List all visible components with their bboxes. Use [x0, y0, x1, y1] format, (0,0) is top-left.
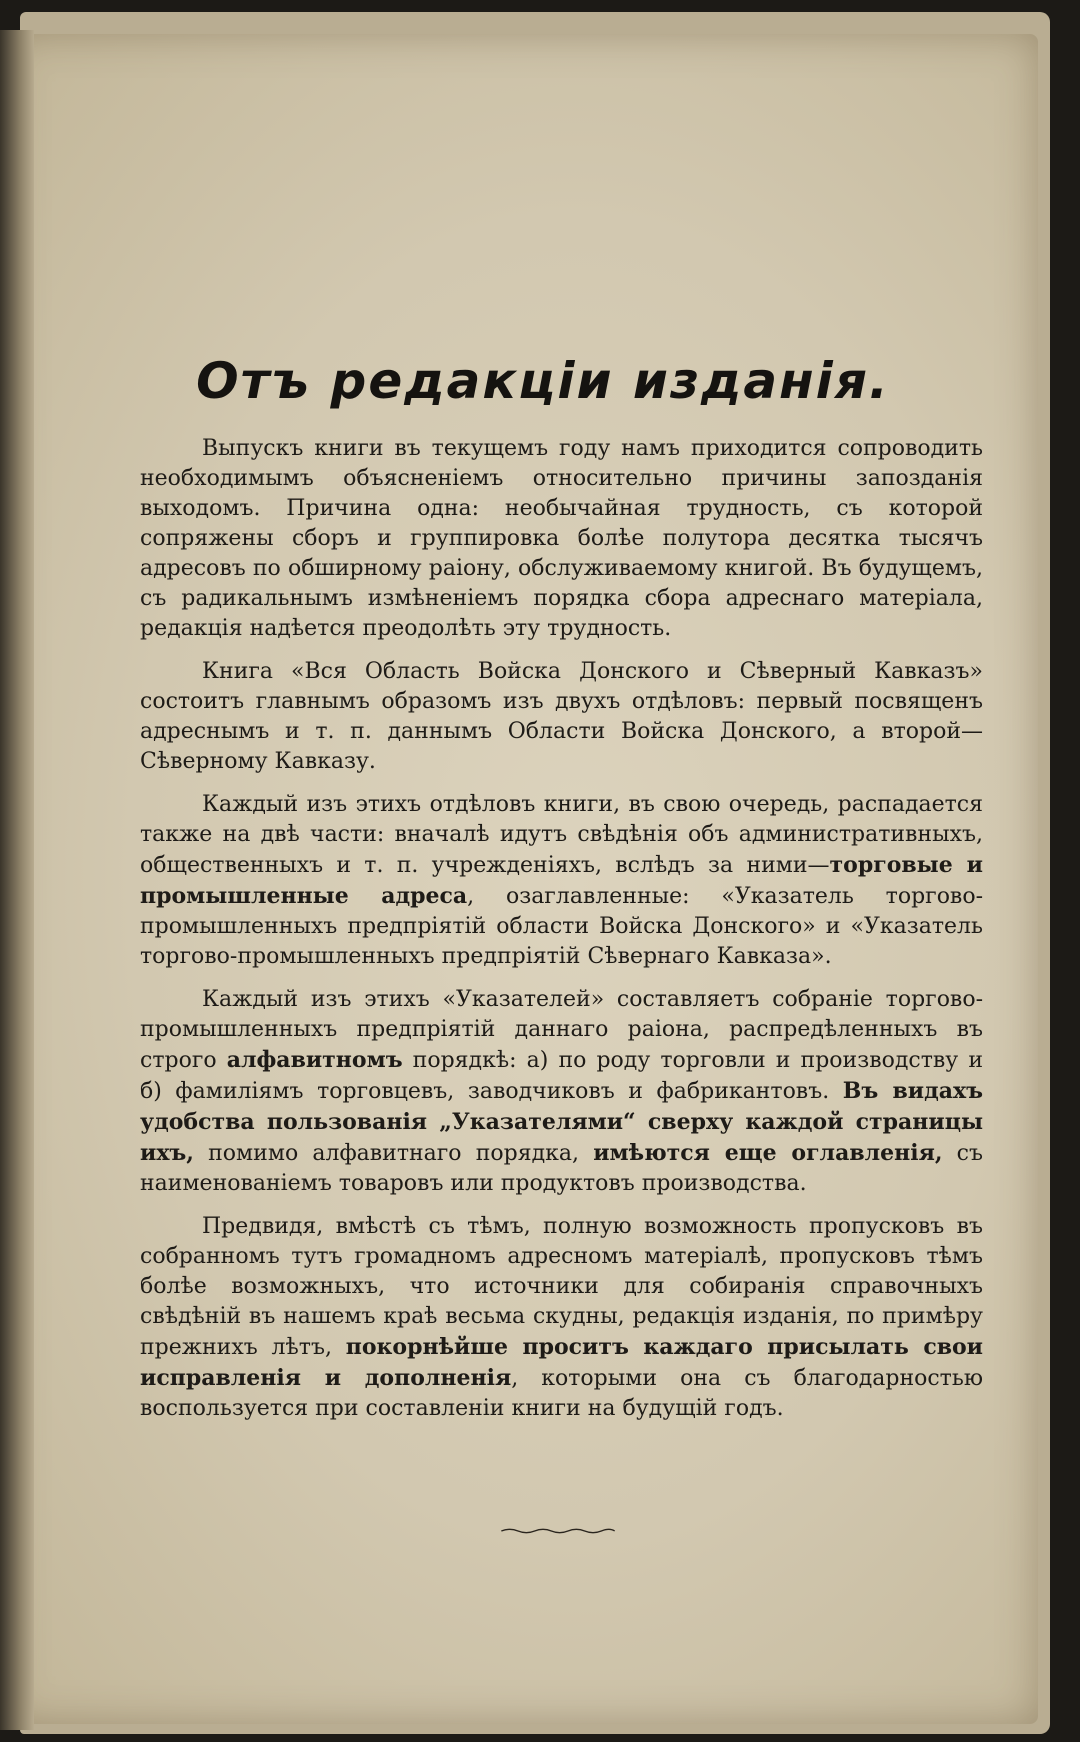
text-run: порядкѣ: а) по роду торговли и производству и б) фамиліямъ торговцевъ, заводчиковъ и фабрикантовъ.: [140, 1048, 983, 1104]
paragraph: [140, 1212, 983, 1424]
text-run: помимо алфавитнаго порядка,: [193, 1141, 594, 1166]
text-run: , озаглавленные: «Указатель торгово-промышленныхъ предпріятій области Войска Донского» и «Указатель торгово-промышленныхъ предпріятій Сѣвернаго Кавказа».: [140, 884, 983, 969]
editorial-text: [140, 434, 983, 1437]
text-run: Каждый изъ этихъ «Указателей» составляетъ собраніе торгово-промышленныхъ предпріятій даннаго раіона, распредѣленныхъ въ строго: [140, 987, 983, 1073]
text-run: съ наименованіемъ товаровъ или продуктовъ производства.: [140, 1141, 983, 1196]
paragraph: [140, 985, 983, 1199]
paragraph: [140, 657, 983, 777]
book-page: [8, 34, 1038, 1724]
bold-text-run: алфавитномъ: [226, 1047, 403, 1073]
bold-text-run: покорнѣйше проситъ каждаго присылать свои исправленія и дополненія: [140, 1334, 983, 1391]
text-run: Выпускъ книги въ текущемъ году намъ приходится сопроводить необходимымъ объясненіемъ относительно причины запозданія выходомъ. Причина одна: необычайная трудность, съ которой сопряжены сборъ и группировка болѣе полутора десятка тысячъ адресовъ по обширному раіону, обслуживаемому книгой. Въ будущемъ, съ радикальнымъ измѣненіемъ порядка сбора адреснаго матеріала, редакція надѣется преодолѣть эту трудность.: [140, 436, 983, 641]
book-gutter: [0, 30, 34, 1730]
bold-text-run: имѣются еще оглавленія,: [593, 1140, 943, 1166]
text-run: Предвидя, вмѣстѣ съ тѣмъ, полную возможность пропусковъ въ собранномъ тутъ громадномъ адресномъ матеріалѣ, пропусковъ тѣмъ болѣе возможныхъ, что источники для собиранія справочныхъ свѣдѣній въ нашемъ краѣ весьма скудны, редакція изданія, по примѣру прежнихъ лѣтъ,: [140, 1214, 983, 1360]
text-run: Каждый изъ этихъ отдѣловъ книги, въ свою очередь, распадается также на двѣ части: вначалѣ идутъ свѣдѣнія объ административныхъ, общественныхъ и т. п. учрежденіяхъ, вслѣдъ за ними—: [140, 792, 983, 878]
paragraph: [140, 790, 983, 972]
page-title: Отъ редакціи изданія.: [196, 352, 890, 410]
ornament-divider: [488, 1526, 628, 1536]
text-run: Книга «Вся Область Войска Донского и Сѣверный Кавказъ» состоитъ главнымъ образомъ изъ двухъ отдѣловъ: первый посвященъ адреснымъ и т. п. даннымъ Области Войска Донского, а второй—Сѣверному Кавказу.: [140, 659, 983, 774]
text-run: , которыми она съ благодарностью воспользуется при составленіи книги на будущій годъ.: [140, 1366, 983, 1421]
bold-text-run: торговые и промышленные адреса: [140, 852, 983, 909]
bold-text-run: Въ видахъ удобства пользованія „Указателями“ сверху каждой страницы ихъ,: [140, 1078, 983, 1166]
paragraph: [140, 434, 983, 644]
